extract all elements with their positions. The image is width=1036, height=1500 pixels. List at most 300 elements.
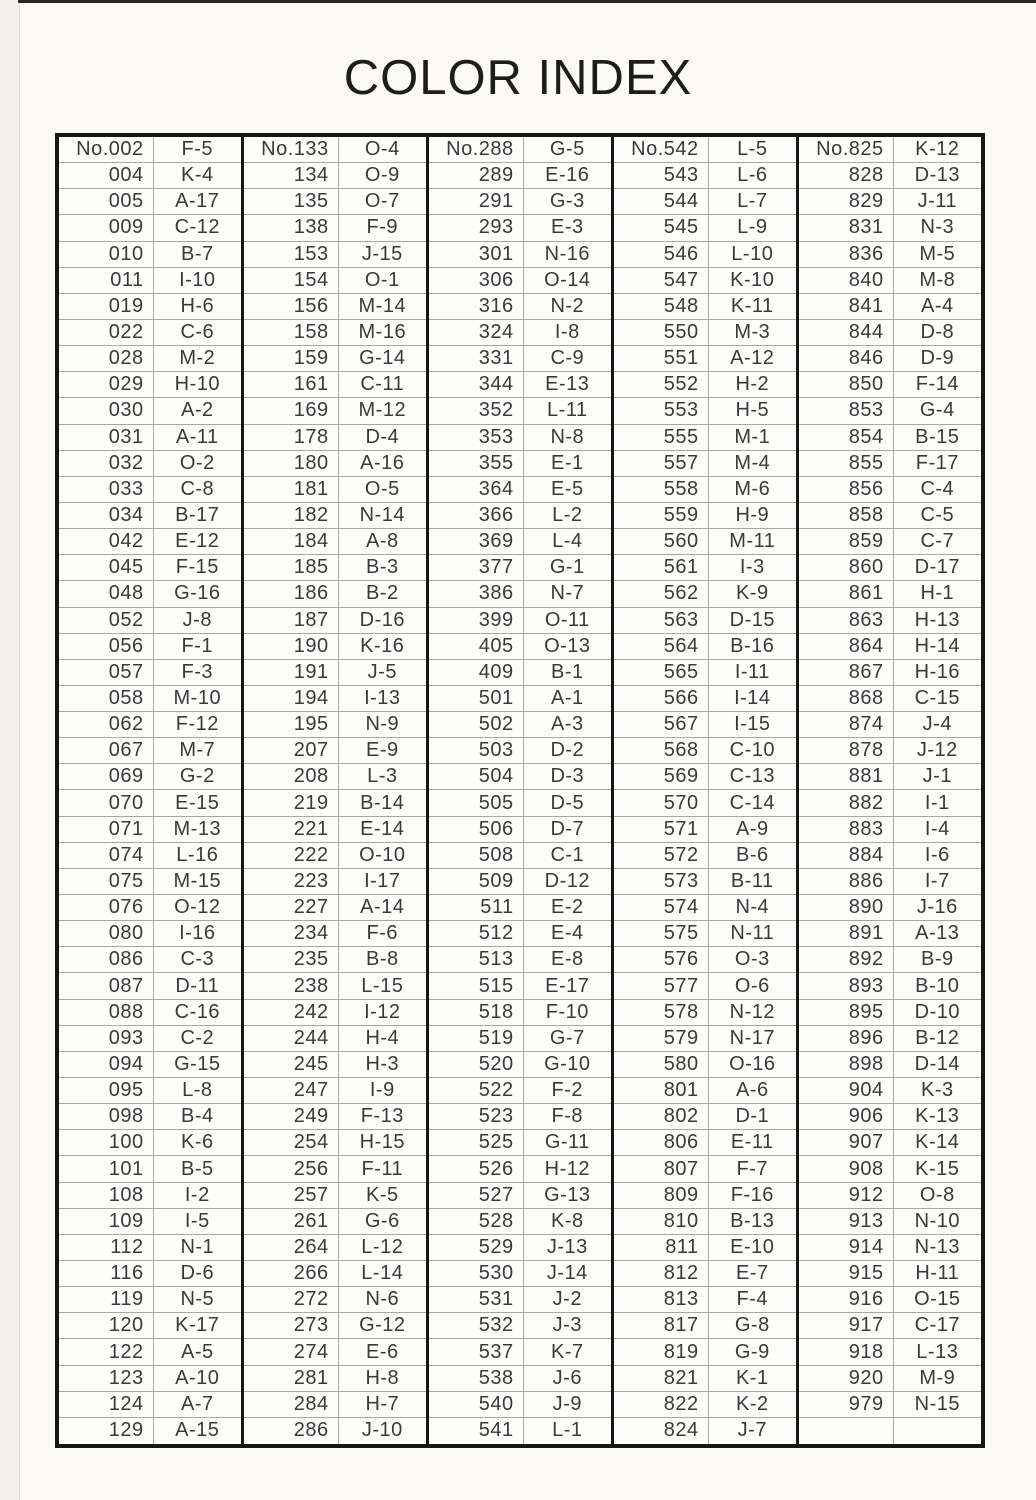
color-number-cell: 863 xyxy=(799,608,894,634)
grid-code-cell: B-13 xyxy=(709,1209,796,1235)
grid-code-cell: I-5 xyxy=(154,1209,241,1235)
grid-code-cell: J-10 xyxy=(361,1419,403,1442)
grid-code-cell: F-10 xyxy=(524,1000,611,1026)
color-number-cell: 915 xyxy=(799,1261,894,1287)
color-number-cell: 855 xyxy=(799,451,894,477)
color-number-cell: 809 xyxy=(614,1183,709,1209)
grid-code-cell: N-3 xyxy=(894,215,981,241)
grid-code-cell: N-10 xyxy=(894,1209,981,1235)
color-number-cell: 011 xyxy=(59,268,154,294)
grid-code-cell: J-13 xyxy=(524,1235,611,1261)
grid-code-cell: F-4 xyxy=(709,1287,796,1313)
color-number-cell: 580 xyxy=(614,1052,709,1078)
color-number-cell: 893 xyxy=(799,973,894,999)
grid-code-cell: H-12 xyxy=(524,1156,611,1182)
color-number-cell: 537 xyxy=(429,1339,524,1365)
grid-code-cell: L-12 xyxy=(339,1235,426,1261)
color-number-cell: 844 xyxy=(799,320,894,346)
grid-code-cell: A-14 xyxy=(339,895,426,921)
grid-code-cell: C-1 xyxy=(524,843,611,869)
color-number-cell: 019 xyxy=(59,294,154,320)
grid-code-cell: F-8 xyxy=(524,1104,611,1130)
color-number-cell: 560 xyxy=(614,529,709,555)
color-number-cell: 154 xyxy=(244,268,339,294)
grid-code-cell: L-4 xyxy=(524,529,611,555)
grid-code-cell: B-11 xyxy=(709,869,796,895)
color-number-cell: 861 xyxy=(799,581,894,607)
color-number-cell: 576 xyxy=(614,947,709,973)
color-number-cell: 550 xyxy=(614,320,709,346)
color-number-cell: 868 xyxy=(799,686,894,712)
color-number-cell: 548 xyxy=(614,294,709,320)
color-number-cell: No.542 xyxy=(614,137,709,163)
color-number-cell: 890 xyxy=(799,895,894,921)
color-number-cell: 841 xyxy=(799,294,894,320)
grid-code-cell: N-4 xyxy=(709,895,796,921)
grid-code-cell: B-6 xyxy=(709,843,796,869)
color-number-cell: 261 xyxy=(244,1209,339,1235)
grid-code-cell: G-14 xyxy=(339,346,426,372)
color-number-cell: 854 xyxy=(799,425,894,451)
color-number-cell: 566 xyxy=(614,686,709,712)
color-number-cell: 158 xyxy=(244,320,339,346)
color-number-cell: 817 xyxy=(614,1313,709,1339)
color-number-cell: 184 xyxy=(244,529,339,555)
color-number-cell: 906 xyxy=(799,1104,894,1130)
grid-code-cell: M-11 xyxy=(709,529,796,555)
grid-code-cell: A-13 xyxy=(894,921,981,947)
grid-code-cell: K-15 xyxy=(894,1156,981,1182)
grid-code-cell: I-14 xyxy=(709,686,796,712)
color-number-cell: 331 xyxy=(429,346,524,372)
grid-code-cell: I-12 xyxy=(339,1000,426,1026)
grid-code-cell: H-15 xyxy=(339,1130,426,1156)
color-number-cell: 819 xyxy=(614,1339,709,1365)
color-number-cell: 289 xyxy=(429,163,524,189)
grid-code-cell: C-16 xyxy=(154,1000,241,1026)
grid-code-cell: K-12 xyxy=(894,137,981,163)
color-number-cell: 891 xyxy=(799,921,894,947)
grid-code-cell: G-16 xyxy=(154,581,241,607)
color-number-cell: 159 xyxy=(244,346,339,372)
grid-code-cell: M-14 xyxy=(339,294,426,320)
grid-code-cell: H-8 xyxy=(339,1366,426,1392)
grid-code-cell: N-5 xyxy=(154,1287,241,1313)
color-number-cell: 551 xyxy=(614,346,709,372)
grid-code-cell: K-8 xyxy=(524,1209,611,1235)
grid-code-cell: B-5 xyxy=(154,1156,241,1182)
color-number-cell: 222 xyxy=(244,843,339,869)
grid-code-cell: K-16 xyxy=(339,634,426,660)
grid-code-cell: B-9 xyxy=(894,947,981,973)
color-number-cell: 540 xyxy=(429,1392,524,1418)
color-number-cell: 324 xyxy=(429,320,524,346)
color-number-cell: 281 xyxy=(244,1366,339,1392)
color-number-cell: 032 xyxy=(59,451,154,477)
grid-code-cell: K-6 xyxy=(154,1130,241,1156)
grid-code-cell: A-12 xyxy=(709,346,796,372)
grid-code-cell: J-11 xyxy=(894,189,981,215)
color-number-cell: 568 xyxy=(614,738,709,764)
grid-code-cell: A-6 xyxy=(709,1078,796,1104)
color-number-cell: 528 xyxy=(429,1209,524,1235)
page-edge-shadow xyxy=(0,0,20,1500)
grid-code-cell: K-14 xyxy=(894,1130,981,1156)
color-number-cell: 812 xyxy=(614,1261,709,1287)
grid-code-cell: B-16 xyxy=(709,634,796,660)
color-number-cell: 129 xyxy=(59,1418,154,1444)
grid-code-cell: E-4 xyxy=(524,921,611,947)
grid-code-cell: M-16 xyxy=(339,320,426,346)
color-number-cell: 856 xyxy=(799,477,894,503)
grid-code-cell: G-11 xyxy=(524,1130,611,1156)
grid-code-cell: B-7 xyxy=(154,242,241,268)
grid-code-cell: K-2 xyxy=(709,1392,796,1418)
color-number-cell: 811 xyxy=(614,1235,709,1261)
grid-code-cell: O-15 xyxy=(894,1287,981,1313)
grid-code-cell: B-2 xyxy=(339,581,426,607)
color-number-cell: 098 xyxy=(59,1104,154,1130)
color-number-cell: 807 xyxy=(614,1156,709,1182)
grid-code-cell: K-10 xyxy=(709,268,796,294)
color-number-cell: 573 xyxy=(614,869,709,895)
grid-code-cell: A-17 xyxy=(154,189,241,215)
color-number-cell: 579 xyxy=(614,1026,709,1052)
grid-code-cell: I-1 xyxy=(894,790,981,816)
grid-code-cell: A-3 xyxy=(524,712,611,738)
grid-code-cell: G-3 xyxy=(524,189,611,215)
grid-code-cell: E-9 xyxy=(339,738,426,764)
grid-code-cell: E-12 xyxy=(154,529,241,555)
color-number-cell: 892 xyxy=(799,947,894,973)
grid-code-cell: F-2 xyxy=(524,1078,611,1104)
color-number-cell: 293 xyxy=(429,215,524,241)
grid-code-cell: E-11 xyxy=(709,1130,796,1156)
grid-code-cell: B-14 xyxy=(339,790,426,816)
color-number-cell: 284 xyxy=(244,1392,339,1418)
color-number-cell: 076 xyxy=(59,895,154,921)
grid-code-cell: I-10 xyxy=(154,268,241,294)
color-number-cell: 509 xyxy=(429,869,524,895)
grid-code-cell: H-14 xyxy=(894,634,981,660)
color-number-cell: 562 xyxy=(614,581,709,607)
color-number-cell: 532 xyxy=(429,1313,524,1339)
grid-code-cell: D-14 xyxy=(894,1052,981,1078)
grid-code-cell: O-14 xyxy=(524,268,611,294)
color-number-cell: 571 xyxy=(614,817,709,843)
color-number-cell: 518 xyxy=(429,1000,524,1026)
scan-edge-line xyxy=(18,0,1036,3)
color-number-cell: 898 xyxy=(799,1052,894,1078)
color-number-cell: 208 xyxy=(244,764,339,790)
grid-code-cell: E-8 xyxy=(524,947,611,973)
grid-code-cell: G-10 xyxy=(524,1052,611,1078)
grid-code-cell: H-5 xyxy=(709,398,796,424)
grid-code-cell: J-9 xyxy=(524,1392,611,1418)
color-number-cell: 840 xyxy=(799,268,894,294)
grid-code-cell: D-15 xyxy=(709,608,796,634)
color-number-cell: 846 xyxy=(799,346,894,372)
color-number-cell: 186 xyxy=(244,581,339,607)
grid-code-cell: O-3 xyxy=(709,947,796,973)
color-number-cell: 829 xyxy=(799,189,894,215)
grid-code-cell: L-7 xyxy=(709,189,796,215)
color-number-cell: 501 xyxy=(429,686,524,712)
grid-code-cell: F-15 xyxy=(154,555,241,581)
color-number-cell: 860 xyxy=(799,555,894,581)
color-number-cell: 266 xyxy=(244,1261,339,1287)
grid-code-cell: L-3 xyxy=(339,764,426,790)
grid-code-cell: G-5 xyxy=(524,137,611,163)
color-number-cell: 223 xyxy=(244,869,339,895)
color-number-cell: 355 xyxy=(429,451,524,477)
color-number-cell: 109 xyxy=(59,1209,154,1235)
color-number-cell: 519 xyxy=(429,1026,524,1052)
color-number-cell: 867 xyxy=(799,660,894,686)
grid-code-cell: G-13 xyxy=(524,1183,611,1209)
color-number-cell: 306 xyxy=(429,268,524,294)
grid-code-cell: K-3 xyxy=(894,1078,981,1104)
color-number-cell: 553 xyxy=(614,398,709,424)
grid-code-cell: M-12 xyxy=(339,398,426,424)
color-number-cell: 254 xyxy=(244,1130,339,1156)
grid-code-cell: I-7 xyxy=(894,869,981,895)
grid-code-cell: D-11 xyxy=(154,973,241,999)
color-number-cell: 045 xyxy=(59,555,154,581)
color-number-cell: 088 xyxy=(59,1000,154,1026)
grid-code-cell: J-6 xyxy=(524,1366,611,1392)
grid-code-cell: G-15 xyxy=(154,1052,241,1078)
grid-code-cell: I-2 xyxy=(154,1183,241,1209)
grid-code-cell: O-8 xyxy=(894,1183,981,1209)
color-number-cell: 057 xyxy=(59,660,154,686)
grid-code-cell: M-6 xyxy=(709,477,796,503)
color-number-cell: 561 xyxy=(614,555,709,581)
color-number-cell: 187 xyxy=(244,608,339,634)
color-number-cell: 913 xyxy=(799,1209,894,1235)
color-number-cell: No.825 xyxy=(799,137,894,163)
grid-code-cell: N-7 xyxy=(524,581,611,607)
color-number-cell: 914 xyxy=(799,1235,894,1261)
grid-code-cell: J-7 xyxy=(737,1419,767,1442)
color-number-cell: 124 xyxy=(59,1392,154,1418)
color-number-cell: 221 xyxy=(244,817,339,843)
grid-code-cell: O-12 xyxy=(154,895,241,921)
grid-code-cell: K-11 xyxy=(709,294,796,320)
color-number-cell: 181 xyxy=(244,477,339,503)
grid-code-cell: H-4 xyxy=(339,1026,426,1052)
color-number-cell: 010 xyxy=(59,242,154,268)
grid-code-cell: B-3 xyxy=(339,555,426,581)
color-number-cell: No.002 xyxy=(59,137,154,163)
color-number-cell: 095 xyxy=(59,1078,154,1104)
grid-code-cell: I-11 xyxy=(709,660,796,686)
grid-code-cell: B-17 xyxy=(154,503,241,529)
grid-code-cell: N-13 xyxy=(894,1235,981,1261)
grid-code-cell: O-7 xyxy=(339,189,426,215)
grid-code-cell: E-15 xyxy=(154,790,241,816)
color-number-cell: 075 xyxy=(59,869,154,895)
color-number-cell: 369 xyxy=(429,529,524,555)
grid-code-cell: C-15 xyxy=(894,686,981,712)
grid-code-cell: E-1 xyxy=(524,451,611,477)
column-group-4 xyxy=(614,137,799,1444)
grid-code-cell: D-8 xyxy=(894,320,981,346)
grid-code-cell: F-7 xyxy=(709,1156,796,1182)
color-number-cell: 052 xyxy=(59,608,154,634)
color-number-cell: 522 xyxy=(429,1078,524,1104)
grid-code-cell: O-2 xyxy=(154,451,241,477)
color-number-cell: 546 xyxy=(614,242,709,268)
color-number-cell: 191 xyxy=(244,660,339,686)
grid-code-cell: C-17 xyxy=(894,1313,981,1339)
color-number-cell: 185 xyxy=(244,555,339,581)
color-number-cell: 574 xyxy=(614,895,709,921)
grid-code-cell: J-16 xyxy=(894,895,981,921)
color-number-cell: 058 xyxy=(59,686,154,712)
grid-code-cell: M-10 xyxy=(154,686,241,712)
grid-code-cell: N-6 xyxy=(339,1287,426,1313)
color-number-cell: 272 xyxy=(244,1287,339,1313)
color-number-cell: 802 xyxy=(614,1104,709,1130)
grid-code-cell: B-1 xyxy=(524,660,611,686)
grid-code-cell: B-4 xyxy=(154,1104,241,1130)
grid-code-cell: C-6 xyxy=(154,320,241,346)
color-number-cell: 886 xyxy=(799,869,894,895)
color-number-cell: 531 xyxy=(429,1287,524,1313)
color-number-cell: 916 xyxy=(799,1287,894,1313)
color-number-cell: 273 xyxy=(244,1313,339,1339)
grid-code-cell: N-14 xyxy=(339,503,426,529)
grid-code-cell: F-5 xyxy=(154,137,241,163)
grid-code-cell: E-7 xyxy=(709,1261,796,1287)
grid-code-cell: L-5 xyxy=(709,137,796,163)
grid-code-cell: H-16 xyxy=(894,660,981,686)
grid-code-cell: A-16 xyxy=(339,451,426,477)
color-number-cell: 918 xyxy=(799,1339,894,1365)
color-number-cell: 156 xyxy=(244,294,339,320)
color-number-cell: 182 xyxy=(244,503,339,529)
page-title: COLOR INDEX xyxy=(343,51,693,105)
grid-code-cell: K-4 xyxy=(154,163,241,189)
column-group-2 xyxy=(244,137,429,1444)
color-number-cell: 904 xyxy=(799,1078,894,1104)
color-number-cell: 042 xyxy=(59,529,154,555)
grid-code-cell: N-2 xyxy=(524,294,611,320)
grid-code-cell: O-4 xyxy=(339,137,426,163)
color-number-cell: 502 xyxy=(429,712,524,738)
grid-code-cell: C-4 xyxy=(894,477,981,503)
grid-code-cell: A-1 xyxy=(524,686,611,712)
color-number-cell: 831 xyxy=(799,215,894,241)
color-number-cell: 883 xyxy=(799,817,894,843)
grid-code-cell: N-17 xyxy=(709,1026,796,1052)
color-number-cell: 344 xyxy=(429,372,524,398)
grid-code-cell: D-1 xyxy=(709,1104,796,1130)
grid-code-cell: L-6 xyxy=(709,163,796,189)
grid-code-cell: I-6 xyxy=(894,843,981,869)
grid-code-cell: A-8 xyxy=(339,529,426,555)
grid-code-cell: O-6 xyxy=(709,973,796,999)
color-number-cell: 810 xyxy=(614,1209,709,1235)
color-number-cell: 169 xyxy=(244,398,339,424)
grid-code-cell: L-1 xyxy=(552,1419,583,1442)
color-number-cell: 119 xyxy=(59,1287,154,1313)
color-number-cell: 247 xyxy=(244,1078,339,1104)
color-number-cell: No.133 xyxy=(244,137,339,163)
color-number-cell: 504 xyxy=(429,764,524,790)
grid-code-cell: H-1 xyxy=(894,581,981,607)
color-number-cell: 301 xyxy=(429,242,524,268)
grid-code-cell: E-17 xyxy=(524,973,611,999)
color-number-cell: 364 xyxy=(429,477,524,503)
grid-code-cell: N-15 xyxy=(894,1392,981,1418)
grid-code-cell: F-9 xyxy=(339,215,426,241)
column-group-1 xyxy=(59,137,244,1444)
color-number-cell: 004 xyxy=(59,163,154,189)
color-number-cell: 505 xyxy=(429,790,524,816)
color-number-cell: 074 xyxy=(59,843,154,869)
grid-code-cell: C-7 xyxy=(894,529,981,555)
grid-code-cell: G-2 xyxy=(154,764,241,790)
color-number-cell: 386 xyxy=(429,581,524,607)
grid-code-cell: I-13 xyxy=(339,686,426,712)
color-number-cell: 034 xyxy=(59,503,154,529)
color-number-cell: 190 xyxy=(244,634,339,660)
color-number-cell: 086 xyxy=(59,947,154,973)
grid-code-cell: E-13 xyxy=(524,372,611,398)
color-number-cell: 527 xyxy=(429,1183,524,1209)
grid-code-cell: E-16 xyxy=(524,163,611,189)
grid-code-cell: C-11 xyxy=(339,372,426,398)
color-number-cell: 153 xyxy=(244,242,339,268)
grid-code-cell: D-10 xyxy=(894,1000,981,1026)
color-number-cell: 511 xyxy=(429,895,524,921)
color-number-cell: No.288 xyxy=(429,137,524,163)
grid-code-cell: A-7 xyxy=(154,1392,241,1418)
grid-code-cell: M-8 xyxy=(894,268,981,294)
color-number-cell: 048 xyxy=(59,581,154,607)
grid-code-cell: J-3 xyxy=(524,1313,611,1339)
grid-code-cell: K-1 xyxy=(709,1366,796,1392)
grid-code-cell: F-16 xyxy=(709,1183,796,1209)
grid-code-cell: F-1 xyxy=(154,634,241,660)
color-number-cell: 242 xyxy=(244,1000,339,1026)
color-number-cell: 100 xyxy=(59,1130,154,1156)
color-number-cell: 567 xyxy=(614,712,709,738)
color-number-cell: 529 xyxy=(429,1235,524,1261)
grid-code-cell: B-12 xyxy=(894,1026,981,1052)
color-number-cell: 245 xyxy=(244,1052,339,1078)
grid-code-cell: O-11 xyxy=(524,608,611,634)
color-number-cell: 028 xyxy=(59,346,154,372)
color-number-cell: 908 xyxy=(799,1156,894,1182)
grid-code-cell: G-4 xyxy=(894,398,981,424)
color-number-cell: 123 xyxy=(59,1366,154,1392)
color-number-cell: 515 xyxy=(429,973,524,999)
grid-code-cell: C-10 xyxy=(709,738,796,764)
color-number-cell: 235 xyxy=(244,947,339,973)
color-number-cell: 080 xyxy=(59,921,154,947)
color-number-cell: 822 xyxy=(614,1392,709,1418)
color-number-cell: 569 xyxy=(614,764,709,790)
grid-code-cell: N-8 xyxy=(524,425,611,451)
color-number-cell: 565 xyxy=(614,660,709,686)
grid-code-cell: I-16 xyxy=(154,921,241,947)
grid-code-cell: I-8 xyxy=(524,320,611,346)
color-number-cell: 563 xyxy=(614,608,709,634)
color-number-cell: 352 xyxy=(429,398,524,424)
